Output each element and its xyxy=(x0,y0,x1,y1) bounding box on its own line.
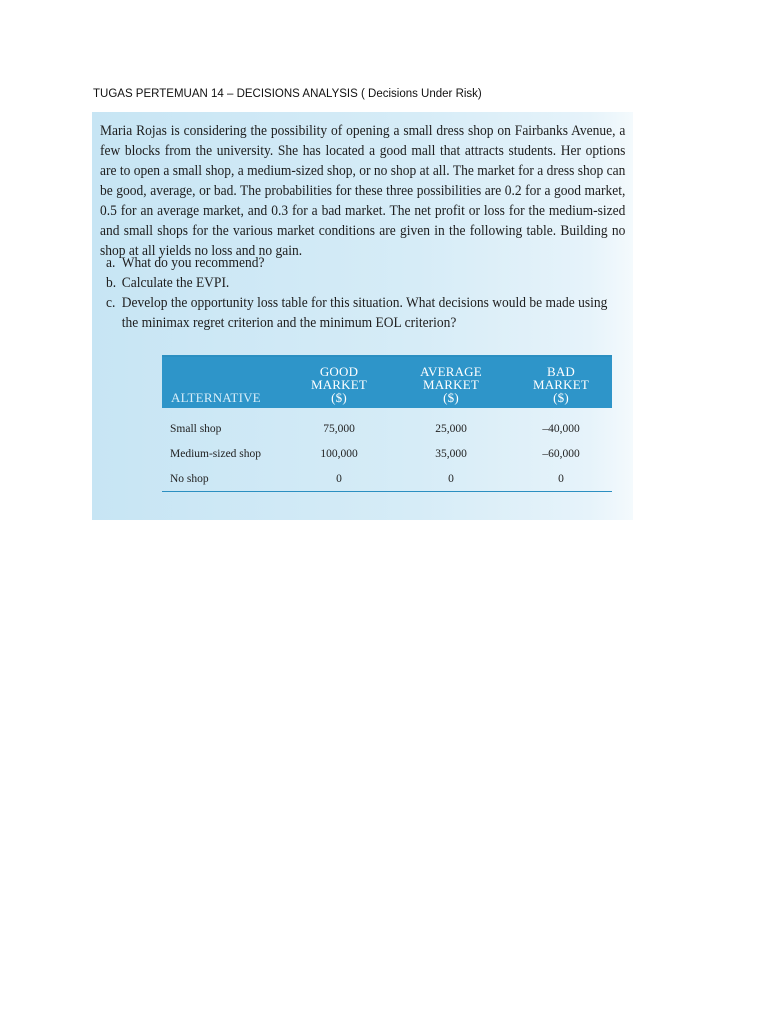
header-line: MARKET xyxy=(310,377,368,392)
table-row xyxy=(162,441,612,466)
average-market-cell: 0 xyxy=(392,466,510,492)
question-letter: a. xyxy=(106,255,116,271)
header-line: ($) xyxy=(331,390,347,405)
question-item xyxy=(106,273,619,293)
question-list xyxy=(106,253,619,333)
question-text: Develop the opportunity loss table for this situation. What decisions would be made using the minimax regret criterion and the minimum EOL criterion? xyxy=(121,295,608,331)
alternative-cell: Medium-sized shop xyxy=(170,447,262,460)
table-row xyxy=(162,466,612,492)
good-market-cell: 0 xyxy=(286,466,392,492)
header-alternative: ALTERNATIVE xyxy=(162,357,286,408)
header-line: MARKET xyxy=(532,377,590,392)
question-letter: b. xyxy=(106,275,117,291)
payoff-table xyxy=(162,355,612,492)
question-item xyxy=(106,253,619,273)
header-line: AVERAGE xyxy=(420,364,482,379)
question-letter: c. xyxy=(106,295,116,311)
header-line: ($) xyxy=(443,390,459,405)
bad-market-cell: 0 xyxy=(510,466,612,492)
question-item xyxy=(106,293,619,333)
table-row xyxy=(162,408,612,441)
header-good-market xyxy=(286,357,392,408)
document-heading: TUGAS PERTEMUAN 14 – DECISIONS ANALYSIS ( Decisions Under Risk) xyxy=(93,88,482,100)
alternative-cell: Small shop xyxy=(170,422,222,435)
header-average-market xyxy=(392,357,510,408)
good-market-cell: 75,000 xyxy=(323,422,355,435)
question-text: What do you recommend? xyxy=(121,255,265,271)
header-line: GOOD xyxy=(319,364,359,379)
header-bad-market xyxy=(510,357,612,408)
scanned-problem-image xyxy=(92,112,633,520)
bad-market-cell: –40,000 xyxy=(542,422,580,435)
header-line: MARKET xyxy=(422,377,480,392)
problem-statement: Maria Rojas is considering the possibility of opening a small dress shop on Fairbanks Avenue, a few blocks from the university. She has located a good mall that attracts students. Her options are to open a small shop, a medium-sized shop, or no shop at all. The market for a dress shop can be good, average, or bad. The probabilities for these three possibilities are 0.2 for a good market, 0.5 for an average market, and 0.3 for a bad market. The net profit or loss for the medium-sized and small shops for the various market conditions are given in the following table. Building no shop at all yields no loss and no gain. xyxy=(100,123,626,259)
good-market-cell: 100,000 xyxy=(320,447,358,460)
table-header-row xyxy=(162,357,612,408)
question-text: Calculate the EVPI. xyxy=(121,275,230,291)
bad-market-cell: –60,000 xyxy=(542,447,580,460)
average-market-cell: 25,000 xyxy=(435,422,467,435)
average-market-cell: 35,000 xyxy=(435,447,467,460)
header-line: BAD xyxy=(546,364,576,379)
header-line: ($) xyxy=(553,390,569,405)
alternative-cell: No shop xyxy=(162,466,286,492)
